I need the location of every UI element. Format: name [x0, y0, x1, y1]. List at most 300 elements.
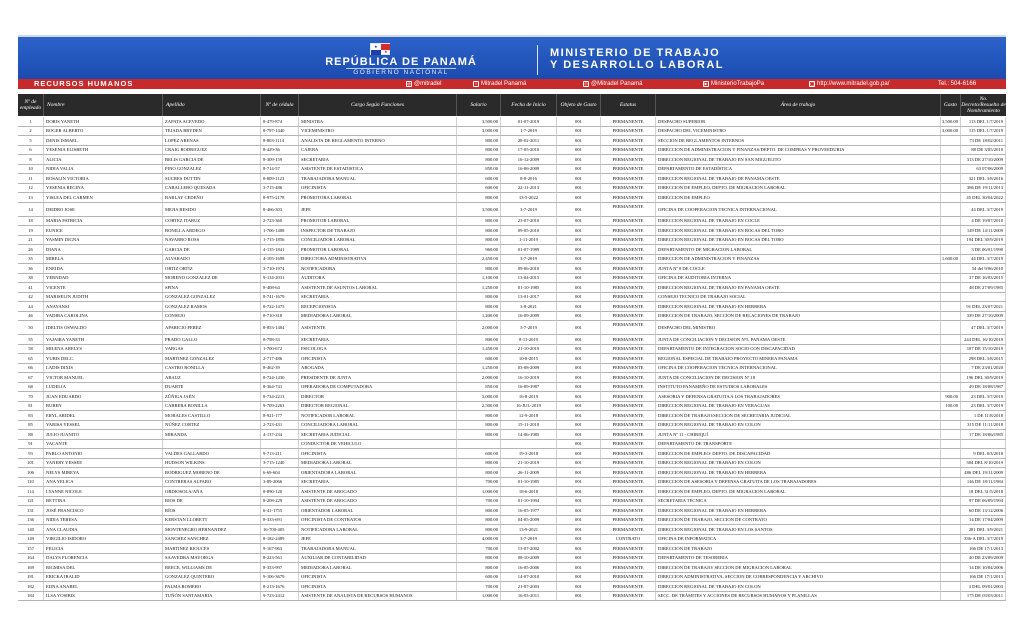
cell-cargo: PROMOTOR LABORAL — [299, 217, 457, 226]
cell-objeto: 001 — [557, 468, 601, 477]
cell-cargo: OFICINISTA DE CONTRATOS — [299, 516, 457, 525]
social-website[interactable] — [809, 79, 889, 89]
table-row — [18, 516, 1006, 526]
cell-gasto — [941, 535, 961, 544]
cell-area: DIRECCION REGIONAL DE TRABAJO EN PANAMA OESTE — [656, 283, 941, 292]
ministry-line-2: Y DESARROLLO LABORAL — [550, 59, 725, 71]
cell-apellido: GONZALEZ RAMOS — [163, 302, 261, 311]
cell-salario: 700.00 — [457, 497, 501, 506]
table-row — [18, 373, 1006, 383]
cell-area: DIRECCION DE TRABAJO — [656, 544, 941, 553]
cell-salario: 800.00 — [457, 516, 501, 525]
cell-cedula: 3-715-486 — [261, 184, 299, 193]
cell-apellido: RIOS DE — [163, 497, 261, 506]
cell-salario: 800.00 — [457, 136, 501, 145]
cell-cedula: 8-462-39 — [261, 364, 299, 373]
cell-salario: 700.00 — [457, 544, 501, 553]
table-row — [18, 449, 1006, 459]
cell-nombre: RUBEN — [44, 402, 163, 411]
cell-gasto — [941, 554, 961, 563]
cell-gasto — [941, 217, 961, 226]
republic-subtitle: GOBIERNO NACIONAL — [353, 69, 449, 76]
cell-gasto — [941, 525, 961, 534]
cell-salario: 800.00 — [457, 236, 501, 245]
col-header-objeto: Objeto de Gasto — [557, 94, 601, 116]
cell-estatus: PERMANENTE — [601, 468, 656, 477]
cell-fecha: 23-07-2010 — [501, 217, 557, 226]
cell-fecha: 16-09-1987 — [501, 383, 557, 392]
cell-gasto — [941, 449, 961, 458]
cell-estatus: PERMANENTE — [601, 226, 656, 235]
cell-nombre: YESENIA ELISBETH — [44, 146, 163, 155]
table-row — [18, 321, 1006, 335]
cell-cedula: 4-105-1698 — [261, 255, 299, 264]
cell-apellido: KERSTAN LLORETT — [163, 516, 261, 525]
cell-objeto: 001 — [557, 449, 601, 458]
cell-nombre: DORIS YANETH — [44, 117, 163, 126]
cell-area: DIRECCION REGIONAL DE TRABAJO EN BOCAS DEL TORO — [656, 226, 941, 235]
cell-salario: 3,500.00 — [457, 117, 501, 126]
cell-salario: 600.00 — [457, 354, 501, 363]
cell-num: 114 — [18, 487, 44, 496]
cell-objeto: 001 — [557, 582, 601, 591]
table-row — [18, 421, 1006, 431]
table-row — [18, 155, 1006, 165]
cell-decreto: 1 DE 11/8/2018 — [961, 411, 1006, 420]
cell-fecha: 16-09-2009 — [501, 312, 557, 321]
cell-nombre: ROGER ALBERTO — [44, 127, 163, 136]
cell-gasto — [941, 516, 961, 525]
cell-nombre: DIANA — [44, 245, 163, 254]
table-row — [18, 117, 1006, 127]
cell-gasto — [941, 264, 961, 273]
cell-num: 121 — [18, 497, 44, 506]
cell-cargo: TRABAJADORA MANUAL — [299, 174, 457, 183]
cell-cargo: RECEPCIONISTA — [299, 302, 457, 311]
cell-cedula: 3-710-1974 — [261, 264, 299, 273]
cell-num: 12 — [18, 184, 44, 193]
cell-decreto: 336-A DEL 3/7/2019 — [961, 535, 1006, 544]
cell-cargo: JEFE — [299, 203, 457, 216]
table-row — [18, 497, 1006, 507]
cell-cedula: 6-41-1755 — [261, 506, 299, 515]
table-row — [18, 364, 1006, 374]
cell-num: 91 — [18, 440, 44, 449]
cell-objeto: 001 — [557, 392, 601, 401]
cell-cedula: 8-809-1123 — [261, 174, 299, 183]
cell-estatus: PERMANENTE — [601, 236, 656, 245]
cell-apellido: ORTIZ ORTIZ — [163, 264, 261, 273]
cell-salario: 2,450.00 — [457, 255, 501, 264]
cell-fecha — [501, 440, 557, 449]
cell-cargo: ANALISTA DE REGLAMENTO INTERNO — [299, 136, 457, 145]
cell-area: DEPARTAMENTO DE TRANSPORTE — [656, 440, 941, 449]
cell-decreto: 339 DE 27/10/2009 — [961, 312, 1006, 321]
cell-estatus: PERMANENTE — [601, 127, 656, 136]
cell-estatus: PERMANENTE — [601, 525, 656, 534]
cell-num: 85 — [18, 421, 44, 430]
cell-area: CONSEJO TECNICO DE TRABAJO SOCIAL — [656, 293, 941, 302]
cell-cargo: SECRETARIA JUDICIAL — [299, 430, 457, 439]
cell-num: 68 — [18, 383, 44, 392]
cell-nombre: ERYL ARIDEL — [44, 411, 163, 420]
cell-decreto: 113 DEL 1/7/2019 — [961, 117, 1006, 126]
cell-nombre: MIRELA — [44, 255, 163, 264]
table-row — [18, 430, 1006, 440]
cell-num: 67 — [18, 373, 44, 382]
cell-decreto: 23 DEL 3/7/2019 — [961, 392, 1006, 401]
cell-decreto: 23 DEL 3/7/2019 — [961, 402, 1006, 411]
table-row — [18, 146, 1006, 156]
social-twitter[interactable] — [406, 79, 441, 89]
cell-decreto: 304 DEL 8/10/2019 — [961, 459, 1006, 468]
cell-cargo: SECRETARIA — [299, 155, 457, 164]
cell-apellido: ALVARADO — [163, 255, 261, 264]
cell-nombre: ERICKA IRALID — [44, 573, 163, 582]
cell-cedula: 8-466-303 — [261, 203, 299, 216]
panama-flag-icon: ★ ★ — [370, 43, 390, 55]
cell-objeto: 001 — [557, 274, 601, 283]
cell-num: 181 — [18, 573, 44, 582]
cell-decreto: 18 DEL 31/5/2018 — [961, 487, 1006, 496]
cell-decreto: 44 DEL 3/7/2019 — [961, 255, 1006, 264]
cell-gasto — [941, 155, 961, 164]
cell-nombre: ANA CLAUDIA — [44, 525, 163, 534]
cell-estatus: PERMANENTE — [601, 430, 656, 439]
cell-nombre: VICENTE — [44, 283, 163, 292]
cell-decreto: 88 DE 3/05/2010 — [961, 146, 1006, 155]
table-row — [18, 573, 1006, 583]
cell-fecha: 16-JUL-2019 — [501, 402, 557, 411]
table-row — [18, 203, 1006, 217]
cell-fecha: 16-10-2019 — [501, 373, 557, 382]
cell-objeto: 001 — [557, 421, 601, 430]
cell-salario: 1,250.00 — [457, 283, 501, 292]
cell-num: 46 — [18, 312, 44, 321]
cell-area: DIRECCION DE ADMINISTRACION Y FINANZAS — [656, 255, 941, 264]
cell-cedula: 8-890-120 — [261, 487, 299, 496]
cell-cargo: VICEMINISTRO — [299, 127, 457, 136]
cell-fecha: 21-10-2019 — [501, 459, 557, 468]
cell-decreto: 9 DEL 8/3/2018 — [961, 449, 1006, 458]
cell-objeto: 001 — [557, 127, 601, 136]
cell-gasto — [941, 146, 961, 155]
cell-decreto: 175 DE 03/03/2011 — [961, 592, 1006, 601]
cell-apellido: ABAUZ — [163, 373, 261, 382]
cell-cargo: PRESIDENTE DE JUNTA — [299, 373, 457, 382]
cell-estatus: PERMANENTE — [601, 255, 656, 264]
cell-estatus: PERMANENTE — [601, 487, 656, 496]
cell-num: 38 — [18, 274, 44, 283]
table-row — [18, 411, 1006, 421]
cell-area: SECC. DE TRÁMITES Y ACCIONES DE RECURSOS HUMANOS Y PLANILLAS — [656, 592, 941, 601]
cell-gasto — [941, 274, 961, 283]
cell-num: 26 — [18, 245, 44, 254]
cell-fecha: 16-8-2019 — [501, 392, 557, 401]
cell-salario: 1,000.00 — [457, 487, 501, 496]
cell-num: 140 — [18, 525, 44, 534]
cell-cargo: SECRETARIA — [299, 293, 457, 302]
cell-gasto — [941, 226, 961, 235]
cell-nombre: MARISELIN JUDITH — [44, 293, 163, 302]
cell-num: 14 — [18, 203, 44, 216]
cell-cedula: 8-364-741 — [261, 383, 299, 392]
table-row — [18, 312, 1006, 322]
cell-salario: 4,000.00 — [457, 535, 501, 544]
cell-objeto: 001 — [557, 155, 601, 164]
table-row — [18, 302, 1006, 312]
cell-cargo: ORIENTADORA LABORAL — [299, 468, 457, 477]
social-facebook[interactable] — [473, 79, 526, 89]
cell-objeto: 001 — [557, 345, 601, 354]
cell-area: DIRECCION DE EMPLEO — [656, 193, 941, 202]
cell-nombre: YERNDAD — [44, 274, 163, 283]
cell-fecha: 01-10-1994 — [501, 497, 557, 506]
social-label: @Mitradel Panamá — [591, 81, 643, 87]
cell-nombre: NIDIA VALIA — [44, 165, 163, 174]
cell-objeto: 001 — [557, 117, 601, 126]
cell-num: 81 — [18, 402, 44, 411]
cell-decreto: 321 DEL 3/8/2016 — [961, 174, 1006, 183]
cell-num: 55 — [18, 335, 44, 344]
cell-cedula: 9-723-2412 — [261, 592, 299, 601]
cell-cargo: ASISTENTE DE ABOGADO — [299, 487, 457, 496]
cell-cargo: PROMOTOR LABORAL — [299, 245, 457, 254]
cell-decreto: 115 DEL 1/7/2019 — [961, 127, 1006, 136]
cell-estatus: PERMANENTE — [601, 392, 656, 401]
cell-fecha: 16-03-2011 — [501, 592, 557, 601]
cell-fecha: 16-06-2009 — [501, 165, 557, 174]
cell-cargo: MEDIADORA LABORAL — [299, 459, 457, 468]
cell-gasto — [941, 283, 961, 292]
cell-area: DEPARTAMENTO DE TESORERIA — [656, 554, 941, 563]
cell-apellido: LOPEZ ARENAS — [163, 136, 261, 145]
cell-fecha: 17-05-2010 — [501, 146, 557, 155]
cell-salario: 800.00 — [457, 217, 501, 226]
cell-nombre: DEIDRO JOSE — [44, 203, 163, 216]
cell-gasto — [941, 430, 961, 439]
cell-estatus: PERMANENTE — [601, 544, 656, 553]
cell-estatus: PERMANENTE — [601, 440, 656, 449]
cell-fecha: 3-7-2019 — [501, 321, 557, 334]
cell-salario: 800.00 — [457, 264, 501, 273]
table-row — [18, 226, 1006, 236]
cell-num: 8 — [18, 155, 44, 164]
table-row — [18, 165, 1006, 175]
cell-salario: 800.00 — [457, 335, 501, 344]
cell-estatus: PERMANENTE — [601, 421, 656, 430]
social-youtube[interactable] — [703, 79, 764, 89]
cell-apellido: BELIS GARCIA DE — [163, 155, 261, 164]
cell-objeto: 001 — [557, 302, 601, 311]
cell-salario: 1,200.00 — [457, 312, 501, 321]
facebook-icon: f — [473, 81, 479, 87]
cell-cargo: NOTIFICADORA — [299, 264, 457, 273]
cell-num: 184 — [18, 592, 44, 601]
cell-cedula: 1-706-1408 — [261, 226, 299, 235]
cell-cargo: SECRETARIA — [299, 478, 457, 487]
cell-nombre: ANAYANSI — [44, 302, 163, 311]
cell-apellido: BONILLA ARDEGO — [163, 226, 261, 235]
cell-apellido: APARICIO PEREZ — [163, 321, 261, 334]
col-header-cedula: Nº de cédula — [261, 94, 299, 116]
cell-num: 11 — [18, 174, 44, 183]
cell-cargo: MEDIADORA LABORAL — [299, 312, 457, 321]
table-row — [18, 354, 1006, 364]
cell-num: 93 — [18, 449, 44, 458]
cell-objeto: 001 — [557, 184, 601, 193]
cell-gasto — [941, 459, 961, 468]
cell-objeto: 001 — [557, 245, 601, 254]
cell-objeto: 001 — [557, 459, 601, 468]
cell-apellido: VARGAS — [163, 345, 261, 354]
cell-apellido: MONTENEGRO HERNANDEZ — [163, 525, 261, 534]
cell-area: DIRECCION DE EMPLEO, DEPTO. DE MIGRACION LABORAL — [656, 487, 941, 496]
cell-objeto: 001 — [557, 193, 601, 202]
cell-decreto: 14 DE 10/04/2006 — [961, 563, 1006, 572]
cell-area: DIRECCION DE TRABAJO/ SECCION DE MIGRACION LABORAL — [656, 563, 941, 572]
cell-nombre: LADIS DIXIS — [44, 364, 163, 373]
table-row — [18, 478, 1006, 488]
cell-salario: 800.00 — [457, 421, 501, 430]
cell-fecha: 21-07-2003 — [501, 582, 557, 591]
col-header-cargo: Cargo Según Funciones — [299, 94, 457, 116]
cell-cedula: 8-797-1440 — [261, 127, 299, 136]
cell-cedula: 1-700-672 — [261, 345, 299, 354]
cell-area: OFICINA DE COOPERACION TECNICA INTERNACIONAL — [656, 203, 941, 216]
cell-gasto — [941, 236, 961, 245]
cell-estatus: PERMANENTE — [601, 312, 656, 321]
cell-fecha: 13-5-2022 — [501, 193, 557, 202]
cell-objeto: 001 — [557, 506, 601, 515]
cell-cargo: NOTIFICADOR LABORAL — [299, 411, 457, 420]
cell-area: DIRECCION DE ASESORIA Y DEFENSA GRATUITA DE LOS TRABAJADORES — [656, 478, 941, 487]
cell-num: 19 — [18, 226, 44, 235]
cell-objeto: 001 — [557, 373, 601, 382]
cell-gasto — [941, 136, 961, 145]
cell-objeto: 001 — [557, 217, 601, 226]
cell-cedula: 8-353-997 — [261, 563, 299, 572]
cell-num: 5 — [18, 136, 44, 145]
cell-apellido: ZÚÑIGA JAÉN — [163, 392, 261, 401]
cell-area: JUNTA Nº 11 - CHIRIQUÍ — [656, 430, 941, 439]
cell-num: 70 — [18, 392, 44, 401]
cell-num: 13 — [18, 193, 44, 202]
table-row — [18, 274, 1006, 284]
cell-salario: 3,000.00 — [457, 127, 501, 136]
cell-area: OFICINA DE INFORMATICA — [656, 535, 941, 544]
cell-fecha: 14-07-2010 — [501, 573, 557, 582]
cell-objeto: 001 — [557, 440, 601, 449]
cell-nombre: VIRGILIO ISIDORO — [44, 535, 163, 544]
cell-salario: 800.00 — [457, 411, 501, 420]
cell-decreto: 97 DE 06/09/1994 — [961, 497, 1006, 506]
cell-salario: 800.00 — [457, 226, 501, 235]
cell-area: DIRECCION REGIONAL DE TRABAJO EN HERRERA — [656, 468, 941, 477]
cell-salario: 1,100.00 — [457, 274, 501, 283]
cell-area: JUNTA DE CONCILIACION Y DECISION Nº5, PANAMA OESTE — [656, 335, 941, 344]
col-header-num: Nº de empleado — [18, 94, 44, 116]
cell-cargo: JEFE — [299, 535, 457, 544]
section-title: RECURSOS HUMANOS — [34, 79, 134, 88]
cell-gasto: 100.00 — [941, 402, 961, 411]
cell-estatus: PERMANENTE — [601, 354, 656, 363]
cell-apellido: CONSEJO — [163, 312, 261, 321]
cell-apellido: SAAVEDRA MAYORGA — [163, 554, 261, 563]
cell-cargo: PSICOLOGA — [299, 345, 457, 354]
cell-salario: 2,000.00 — [457, 373, 501, 382]
header-banner — [18, 35, 1006, 79]
table-row — [18, 193, 1006, 203]
cell-gasto: 1,600.00 — [941, 255, 961, 264]
cell-gasto — [941, 592, 961, 601]
cell-apellido: MORENO GONZALEZ DE — [163, 274, 261, 283]
cell-apellido: CORTEZ ITARUZ — [163, 217, 261, 226]
republic-title: REPÚBLICA DE PANAMÁ — [325, 56, 477, 68]
cell-apellido: HUDSON WILKINS — [163, 459, 261, 468]
cell-decreto: 17 DE 18/06/1985 — [961, 430, 1006, 439]
cell-gasto — [941, 193, 961, 202]
cell-estatus: PERMANENTE — [601, 302, 656, 311]
table-row — [18, 440, 1006, 450]
cell-salario: 800.00 — [457, 506, 501, 515]
cell-estatus: PERMANENTE — [601, 174, 656, 183]
cell-area: OFICINA DE COOPERACION TECNICA INTERNACIONAL — [656, 364, 941, 373]
table-row — [18, 535, 1006, 545]
cell-decreto: 40 DE 23/09/2009 — [961, 554, 1006, 563]
cell-area: ASESORIA Y DEFENSA GRATUITA A LOS TRABAJADORES — [656, 392, 941, 401]
cell-fecha: 16-05-1977 — [501, 506, 557, 515]
cell-nombre: VICTOR MANUEL — [44, 373, 163, 382]
cell-nombre: RIGMISA DEL — [44, 563, 163, 572]
cell-apellido: PINO GONZALEZ — [163, 165, 261, 174]
cell-fecha: 8-11-2019 — [501, 335, 557, 344]
cell-nombre: MARIA PATRICIA — [44, 217, 163, 226]
cell-nombre: YESENIA REGINA — [44, 184, 163, 193]
cell-objeto: 001 — [557, 411, 601, 420]
cell-decreto: 166 DE 17/1/2013 — [961, 544, 1006, 553]
cell-decreto: 49 DE 18/08/1987 — [961, 383, 1006, 392]
table-row — [18, 184, 1006, 194]
cell-cedula: 8-333-691 — [261, 516, 299, 525]
cell-decreto: 47 DEL 3/7/2019 — [961, 321, 1006, 334]
cell-cedula: 3-715-1240 — [261, 459, 299, 468]
cell-decreto: 60 DE 13/12/2006 — [961, 506, 1006, 515]
instagram-icon: ◎ — [584, 81, 588, 86]
cell-fecha: 18-6-2018 — [501, 487, 557, 496]
cell-cedula: 8-741-1679 — [261, 293, 299, 302]
cell-gasto — [941, 440, 961, 449]
cell-num: 35 — [18, 255, 44, 264]
cell-salario: 700.00 — [457, 582, 501, 591]
cell-nombre: YASMIN DIGNA — [44, 236, 163, 245]
cell-apellido: SUCRES DUTTIN — [163, 174, 261, 183]
cell-gasto — [941, 184, 961, 193]
social-instagram[interactable] — [583, 79, 642, 89]
cell-salario: 1,250.00 — [457, 364, 501, 373]
cell-objeto: 001 — [557, 544, 601, 553]
cell-cargo: DIRECTOR REGIONAL — [299, 402, 457, 411]
cell-area: DIRECCION REGIONAL DE TRABAJO EN COLON — [656, 421, 941, 430]
cell-decreto: 4 DE 19/07/2010 — [961, 217, 1006, 226]
cell-apellido: TUÑÓN SANTAMARIA — [163, 592, 261, 601]
cell-gasto — [941, 373, 961, 382]
cell-cedula: 9-134-2031 — [261, 274, 299, 283]
cell-cargo: ASISTENTE DE ASUNTOS LABORAL — [299, 283, 457, 292]
cell-nombre: NELYS MIREYA — [44, 468, 163, 477]
cell-apellido: CASTRO BONILLA — [163, 364, 261, 373]
cell-cargo: ASISTENTE DE ESTADISTICA — [299, 165, 457, 174]
